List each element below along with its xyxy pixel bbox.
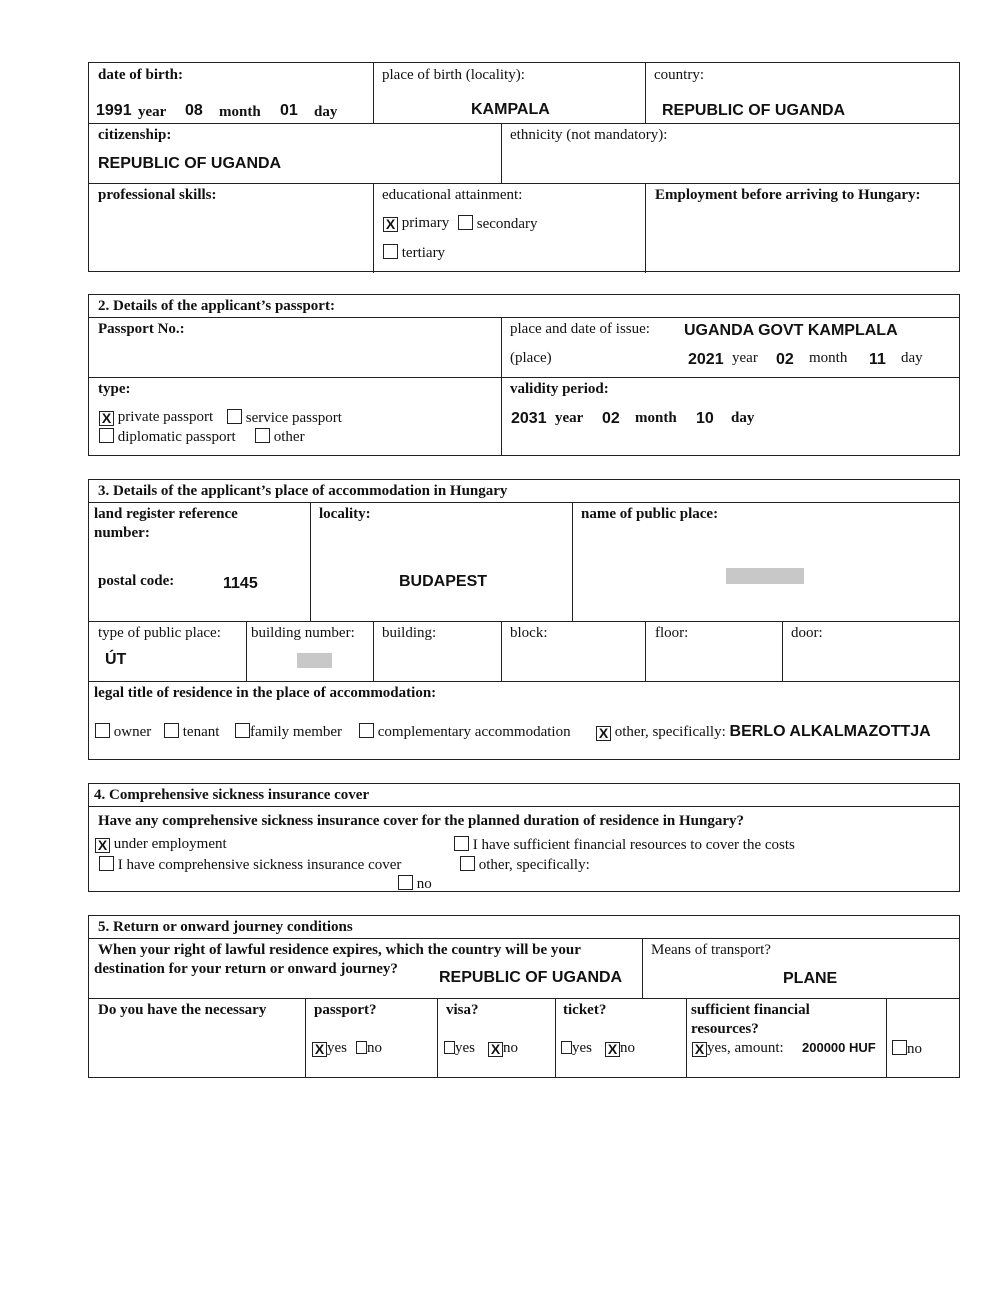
financial-amount-value[interactable]: 200000 HUF <box>802 1040 876 1055</box>
accommodation-table <box>88 479 960 760</box>
dob-day-word: day <box>314 104 338 120</box>
passport-section-title: 2. Details of the applicant’s passport: <box>98 298 335 314</box>
visa-yes-checkbox[interactable] <box>444 1041 455 1054</box>
passport-yes-checkbox[interactable] <box>312 1042 327 1057</box>
financial-label-line2: resources? <box>691 1021 759 1037</box>
ins-employment-label: under employment <box>113 836 227 852</box>
journey-table <box>88 915 960 1078</box>
ticket-yes-checkbox[interactable] <box>561 1041 572 1054</box>
edu-secondary-checkbox[interactable] <box>458 215 473 230</box>
block-label: block: <box>510 625 548 641</box>
visa-question-label: visa? <box>446 1002 479 1018</box>
legal-family-checkbox[interactable] <box>235 723 250 738</box>
issue-day-value[interactable]: 11 <box>869 351 886 368</box>
ins-employment-checkbox[interactable] <box>95 838 110 853</box>
ins-financial-option[interactable] <box>454 836 795 854</box>
legal-owner-option[interactable] <box>95 723 151 741</box>
type-service-checkbox[interactable] <box>227 409 242 424</box>
building-label: building: <box>382 625 437 641</box>
locality-value[interactable]: BUDAPEST <box>399 573 488 590</box>
ins-employment-option[interactable] <box>95 836 227 853</box>
legal-complementary-option[interactable] <box>359 723 571 741</box>
ins-other-checkbox[interactable] <box>460 856 475 871</box>
accommodation-section-title: 3. Details of the applicant’s place of accommodation in Hungary <box>98 483 508 499</box>
financial-yes-checkbox[interactable] <box>692 1042 707 1057</box>
locality-label: locality: <box>319 506 371 522</box>
ins-financial-label: I have sufficient financial resources to cover the costs <box>472 837 795 853</box>
transport-label: Means of transport? <box>651 942 771 958</box>
type-private-option[interactable] <box>99 409 213 426</box>
edu-secondary-label: secondary <box>476 216 538 232</box>
edu-primary-checkbox[interactable] <box>383 217 398 232</box>
necessary-label: Do you have the necessary <box>98 1002 267 1018</box>
ticket-no-checkbox[interactable] <box>605 1042 620 1057</box>
passport-no-option[interactable] <box>356 1040 382 1057</box>
skills-label: professional skills: <box>98 187 217 203</box>
issue-day-word: day <box>901 350 923 366</box>
insurance-table <box>88 783 960 892</box>
journey-question-line2: destination for your return or onward journey? <box>94 961 398 977</box>
public-place-label: name of public place: <box>581 506 719 522</box>
financial-yes-label: yes, amount: <box>707 1040 784 1056</box>
passport-yes-label: yes <box>327 1040 347 1056</box>
dob-day-value[interactable]: 01 <box>280 102 298 119</box>
postal-code-value[interactable]: 1145 <box>223 575 258 592</box>
dob-month-word: month <box>219 104 261 120</box>
country-label: country: <box>654 67 704 83</box>
ticket-no-label: no <box>620 1040 635 1056</box>
ins-other-label: other, specifically: <box>478 857 590 873</box>
citizenship-value[interactable]: REPUBLIC OF UGANDA <box>98 155 282 172</box>
land-register-label-line2: number: <box>94 525 150 541</box>
type-service-label: service passport <box>245 410 342 426</box>
journey-question-line1: When your right of lawful residence expires, which the country will be your <box>98 942 581 958</box>
legal-title-label: legal title of residence in the place of accommodation: <box>94 685 437 701</box>
type-other-checkbox[interactable] <box>255 428 270 443</box>
public-place-type-label: type of public place: <box>98 625 221 641</box>
passport-question-label: passport? <box>314 1002 377 1018</box>
passport-type-label: type: <box>98 381 131 397</box>
edu-tertiary-option[interactable] <box>383 244 445 262</box>
visa-no-option[interactable] <box>488 1040 518 1057</box>
visa-no-label: no <box>503 1040 518 1056</box>
building-number-redacted-value <box>297 653 332 668</box>
public-place-redacted-value <box>726 568 804 584</box>
type-private-checkbox[interactable] <box>99 411 114 426</box>
ticket-yes-option[interactable] <box>561 1040 592 1057</box>
floor-label: floor: <box>655 625 689 641</box>
citizenship-label: citizenship: <box>98 127 172 143</box>
legal-other-value[interactable]: BERLO ALKALMAZOTTJA <box>729 723 931 740</box>
legal-tenant-label: tenant <box>182 724 220 740</box>
visa-yes-label: yes <box>455 1040 475 1056</box>
employment-label: Employment before arriving to Hungary: <box>655 187 921 203</box>
country-value[interactable]: REPUBLIC OF UGANDA <box>662 102 846 119</box>
ins-financial-checkbox[interactable] <box>454 836 469 851</box>
type-diplomatic-option[interactable] <box>99 428 236 446</box>
edu-tertiary-label: tertiary <box>401 245 446 261</box>
edu-primary-label: primary <box>401 215 450 231</box>
issue-month-word: month <box>809 350 848 366</box>
ticket-yes-label: yes <box>572 1040 592 1056</box>
issue-year-value[interactable]: 2021 <box>688 351 724 368</box>
financial-no-label: no <box>907 1041 922 1057</box>
financial-no-option[interactable] <box>892 1040 922 1058</box>
dob-month-value[interactable]: 08 <box>185 102 203 119</box>
valid-year-word: year <box>555 410 584 426</box>
edu-tertiary-checkbox[interactable] <box>383 244 398 259</box>
land-register-label-line1: land register reference <box>94 506 238 522</box>
valid-month-word: month <box>635 410 677 426</box>
issue-place-label: (place) <box>510 350 552 366</box>
door-label: door: <box>791 625 823 641</box>
legal-owner-checkbox[interactable] <box>95 723 110 738</box>
edu-primary-option[interactable] <box>383 215 449 232</box>
legal-complementary-checkbox[interactable] <box>359 723 374 738</box>
postal-code-label: postal code: <box>98 573 175 589</box>
legal-other-option[interactable] <box>596 723 931 741</box>
validity-label: validity period: <box>510 381 609 397</box>
ins-comprehensive-checkbox[interactable] <box>99 856 114 871</box>
type-other-option[interactable] <box>255 428 305 446</box>
type-service-option[interactable] <box>227 409 342 427</box>
type-other-label: other <box>273 429 305 445</box>
insurance-question: Have any comprehensive sickness insurance cover for the planned duration of residence in Hungary? <box>98 813 744 829</box>
legal-tenant-option[interactable] <box>164 723 219 741</box>
valid-month-value[interactable]: 02 <box>602 410 620 427</box>
edu-secondary-option[interactable] <box>458 215 538 233</box>
financial-no-checkbox[interactable] <box>892 1040 907 1055</box>
ethnicity-label: ethnicity (not mandatory): <box>510 127 668 143</box>
legal-other-label: other, specifically: <box>614 724 726 740</box>
education-label: educational attainment: <box>382 187 523 203</box>
passport-no-label: no <box>367 1040 382 1056</box>
financial-label-line1: sufficient financial <box>691 1002 810 1018</box>
issue-month-value[interactable]: 02 <box>776 351 794 368</box>
issue-label: place and date of issue: <box>510 321 650 337</box>
financial-yes-option[interactable] <box>692 1040 784 1057</box>
ins-other-option[interactable] <box>460 856 590 874</box>
ins-no-label: no <box>416 876 432 892</box>
passport-number-label: Passport No.: <box>98 321 185 337</box>
pob-value[interactable]: KAMPALA <box>471 101 550 118</box>
valid-day-value[interactable]: 10 <box>696 410 714 427</box>
legal-family-label: family member <box>250 724 343 740</box>
legal-tenant-checkbox[interactable] <box>164 723 179 738</box>
valid-year-value[interactable]: 2031 <box>511 410 547 427</box>
legal-complementary-label: complementary accommodation <box>377 724 571 740</box>
ins-comprehensive-option[interactable] <box>99 856 401 874</box>
legal-family-option[interactable] <box>235 723 342 741</box>
public-place-type-value[interactable]: ÚT <box>105 651 127 668</box>
passport-yes-option[interactable] <box>312 1040 347 1057</box>
type-diplomatic-label: diplomatic passport <box>117 429 236 445</box>
insurance-section-title: 4. Comprehensive sickness insurance cover <box>94 787 370 803</box>
ticket-no-option[interactable] <box>605 1040 635 1057</box>
passport-no-checkbox[interactable] <box>356 1041 367 1054</box>
transport-value[interactable]: PLANE <box>783 970 838 987</box>
ins-comprehensive-label: I have comprehensive sickness insurance cover <box>117 857 402 873</box>
dob-year-value[interactable]: 1991 <box>96 102 132 119</box>
passport-table <box>88 294 960 456</box>
pob-label: place of birth (locality): <box>382 67 525 83</box>
legal-owner-label: owner <box>113 724 152 740</box>
ins-no-checkbox[interactable] <box>398 875 413 890</box>
personal-data-table <box>88 62 960 272</box>
dob-year-word: year <box>138 104 167 120</box>
type-diplomatic-checkbox[interactable] <box>99 428 114 443</box>
valid-day-word: day <box>731 410 755 426</box>
ins-no-option[interactable] <box>398 875 432 893</box>
type-private-label: private passport <box>117 409 214 425</box>
journey-section-title: 5. Return or onward journey conditions <box>98 919 353 935</box>
issue-year-word: year <box>732 350 758 366</box>
building-number-label: building number: <box>251 625 355 641</box>
visa-yes-option[interactable] <box>444 1040 475 1057</box>
dob-label: date of birth: <box>98 67 183 83</box>
issue-place-value[interactable]: UGANDA GOVT KAMPLALA <box>684 322 898 339</box>
ticket-question-label: ticket? <box>563 1002 607 1018</box>
visa-no-checkbox[interactable] <box>488 1042 503 1057</box>
legal-other-checkbox[interactable] <box>596 726 611 741</box>
destination-value[interactable]: REPUBLIC OF UGANDA <box>439 969 623 986</box>
